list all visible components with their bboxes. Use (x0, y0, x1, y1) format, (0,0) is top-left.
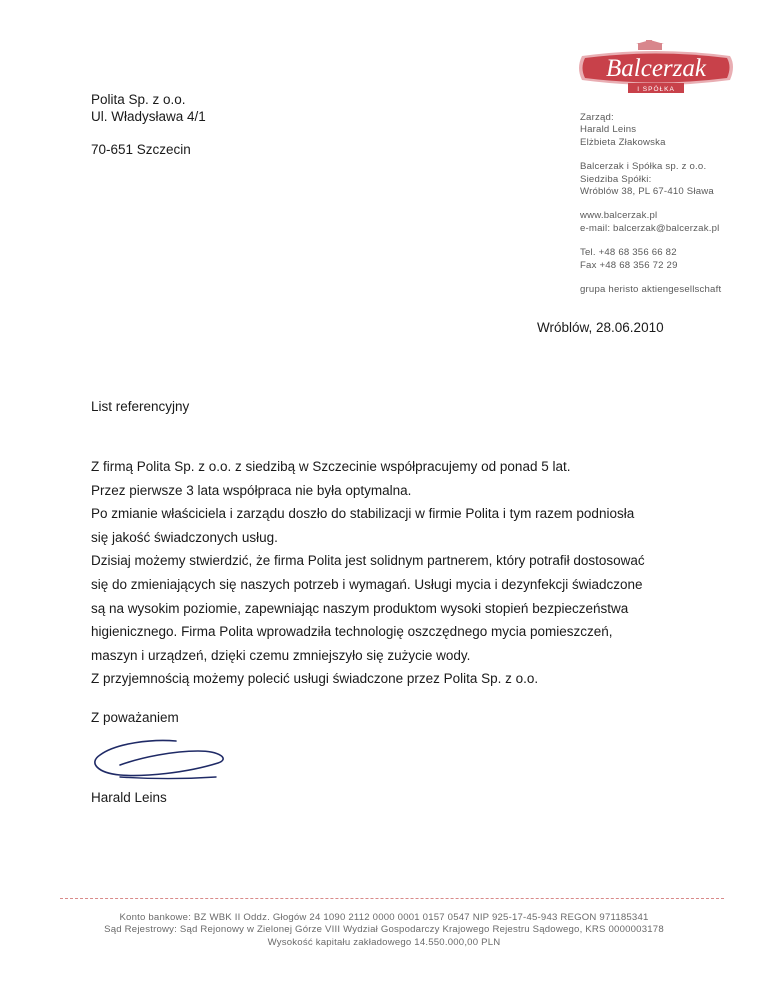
body-line: Po zmianie właściciela i zarządu doszło do stabilizacji w firmie Polita i tym razem podniosła (91, 506, 635, 522)
dateline: Wróblów, 28.06.2010 (537, 320, 664, 335)
company-info (580, 112, 721, 308)
body-line: higienicznego. Firma Polita wprowadziła technologię oszczędnego mycia pomieszczeń, (91, 624, 613, 640)
seat-label: Siedziba Spółki: (580, 173, 652, 185)
email-link[interactable]: e-mail: balcerzak@balcerzak.pl (580, 222, 720, 234)
letter-subject: List referencyjny (91, 399, 190, 414)
fax-number: Fax +48 68 356 72 29 (580, 259, 678, 271)
footer-registry-line: Sąd Rejestrowy: Sąd Rejonowy w Zielonej Górze VIII Wydział Gospodarczy Krajowego Rejestru Sądowego, KRS 0000003178 (104, 924, 664, 936)
signature-graphic (90, 733, 238, 787)
body-line: się jakość świadczonych usług. (91, 529, 278, 545)
footer-capital-line: Wysokość kapitału zakładowego 14.550.000,00 PLN (267, 936, 501, 948)
logo-brand-text: Balcerzak (606, 55, 706, 82)
body-line: Z przyjemnością możemy polecić usługi świadczone przez Polita Sp. z o.o. (91, 671, 539, 687)
board-label: Zarząd: (580, 112, 614, 123)
group-name: grupa heristo aktiengesellschaft (580, 284, 722, 296)
board-member: Harald Leins (580, 124, 637, 136)
recipient-city: 70-651 Szczecin (91, 142, 191, 157)
footer-divider (60, 898, 724, 899)
phone-number: Tel. +48 68 356 66 82 (580, 247, 677, 259)
letter-closing: Z poważaniem (91, 710, 179, 725)
company-address: Wróblów 38, PL 67-410 Sława (580, 186, 714, 198)
recipient-address (91, 91, 206, 158)
logo-graphic (576, 40, 736, 94)
recipient-street: Ul. Władysława 4/1 (91, 109, 206, 124)
building-icon (636, 40, 664, 50)
footer-bank-line: Konto bankowe: BZ WBK II Oddz. Głogów 24 1090 2112 0000 0001 0157 0547 NIP 925-17-45-943 REGON 971185341 (119, 912, 649, 923)
letter-footer (0, 912, 768, 949)
body-line: Z firmą Polita Sp. z o.o. z siedzibą w Szczecinie współpracujemy od ponad 5 lat. (91, 459, 571, 474)
body-line: są na wysokim poziomie, zapewniając naszym produktom wysoki stopień bezpieczeństwa (91, 600, 629, 616)
recipient-company: Polita Sp. z o.o. (91, 92, 186, 107)
signer-name: Harald Leins (91, 790, 167, 805)
company-logo (576, 40, 736, 94)
board-member: Elżbieta Złakowska (580, 136, 666, 148)
signature (90, 733, 238, 787)
body-line: się do zmieniających się naszych potrzeb i wymagań. Usługi mycia i dezynfekcji świadczone (91, 576, 643, 592)
body-line: Przez pierwsze 3 lata współpraca nie była optymalna. (91, 482, 412, 498)
body-line: Dzisiaj możemy stwierdzić, że firma Polita jest solidnym partnerem, który potrafił dostosować (91, 553, 645, 569)
logo-suffix-text: I SPÓŁKA (637, 86, 675, 93)
company-name: Balcerzak i Spółka sp. z o.o. (580, 161, 707, 173)
website-link[interactable]: www.balcerzak.pl (580, 210, 658, 222)
body-line: maszyn i urządzeń, dzięki czemu zmniejszyło się zużycie wody. (91, 647, 471, 663)
letter-body (91, 455, 711, 691)
